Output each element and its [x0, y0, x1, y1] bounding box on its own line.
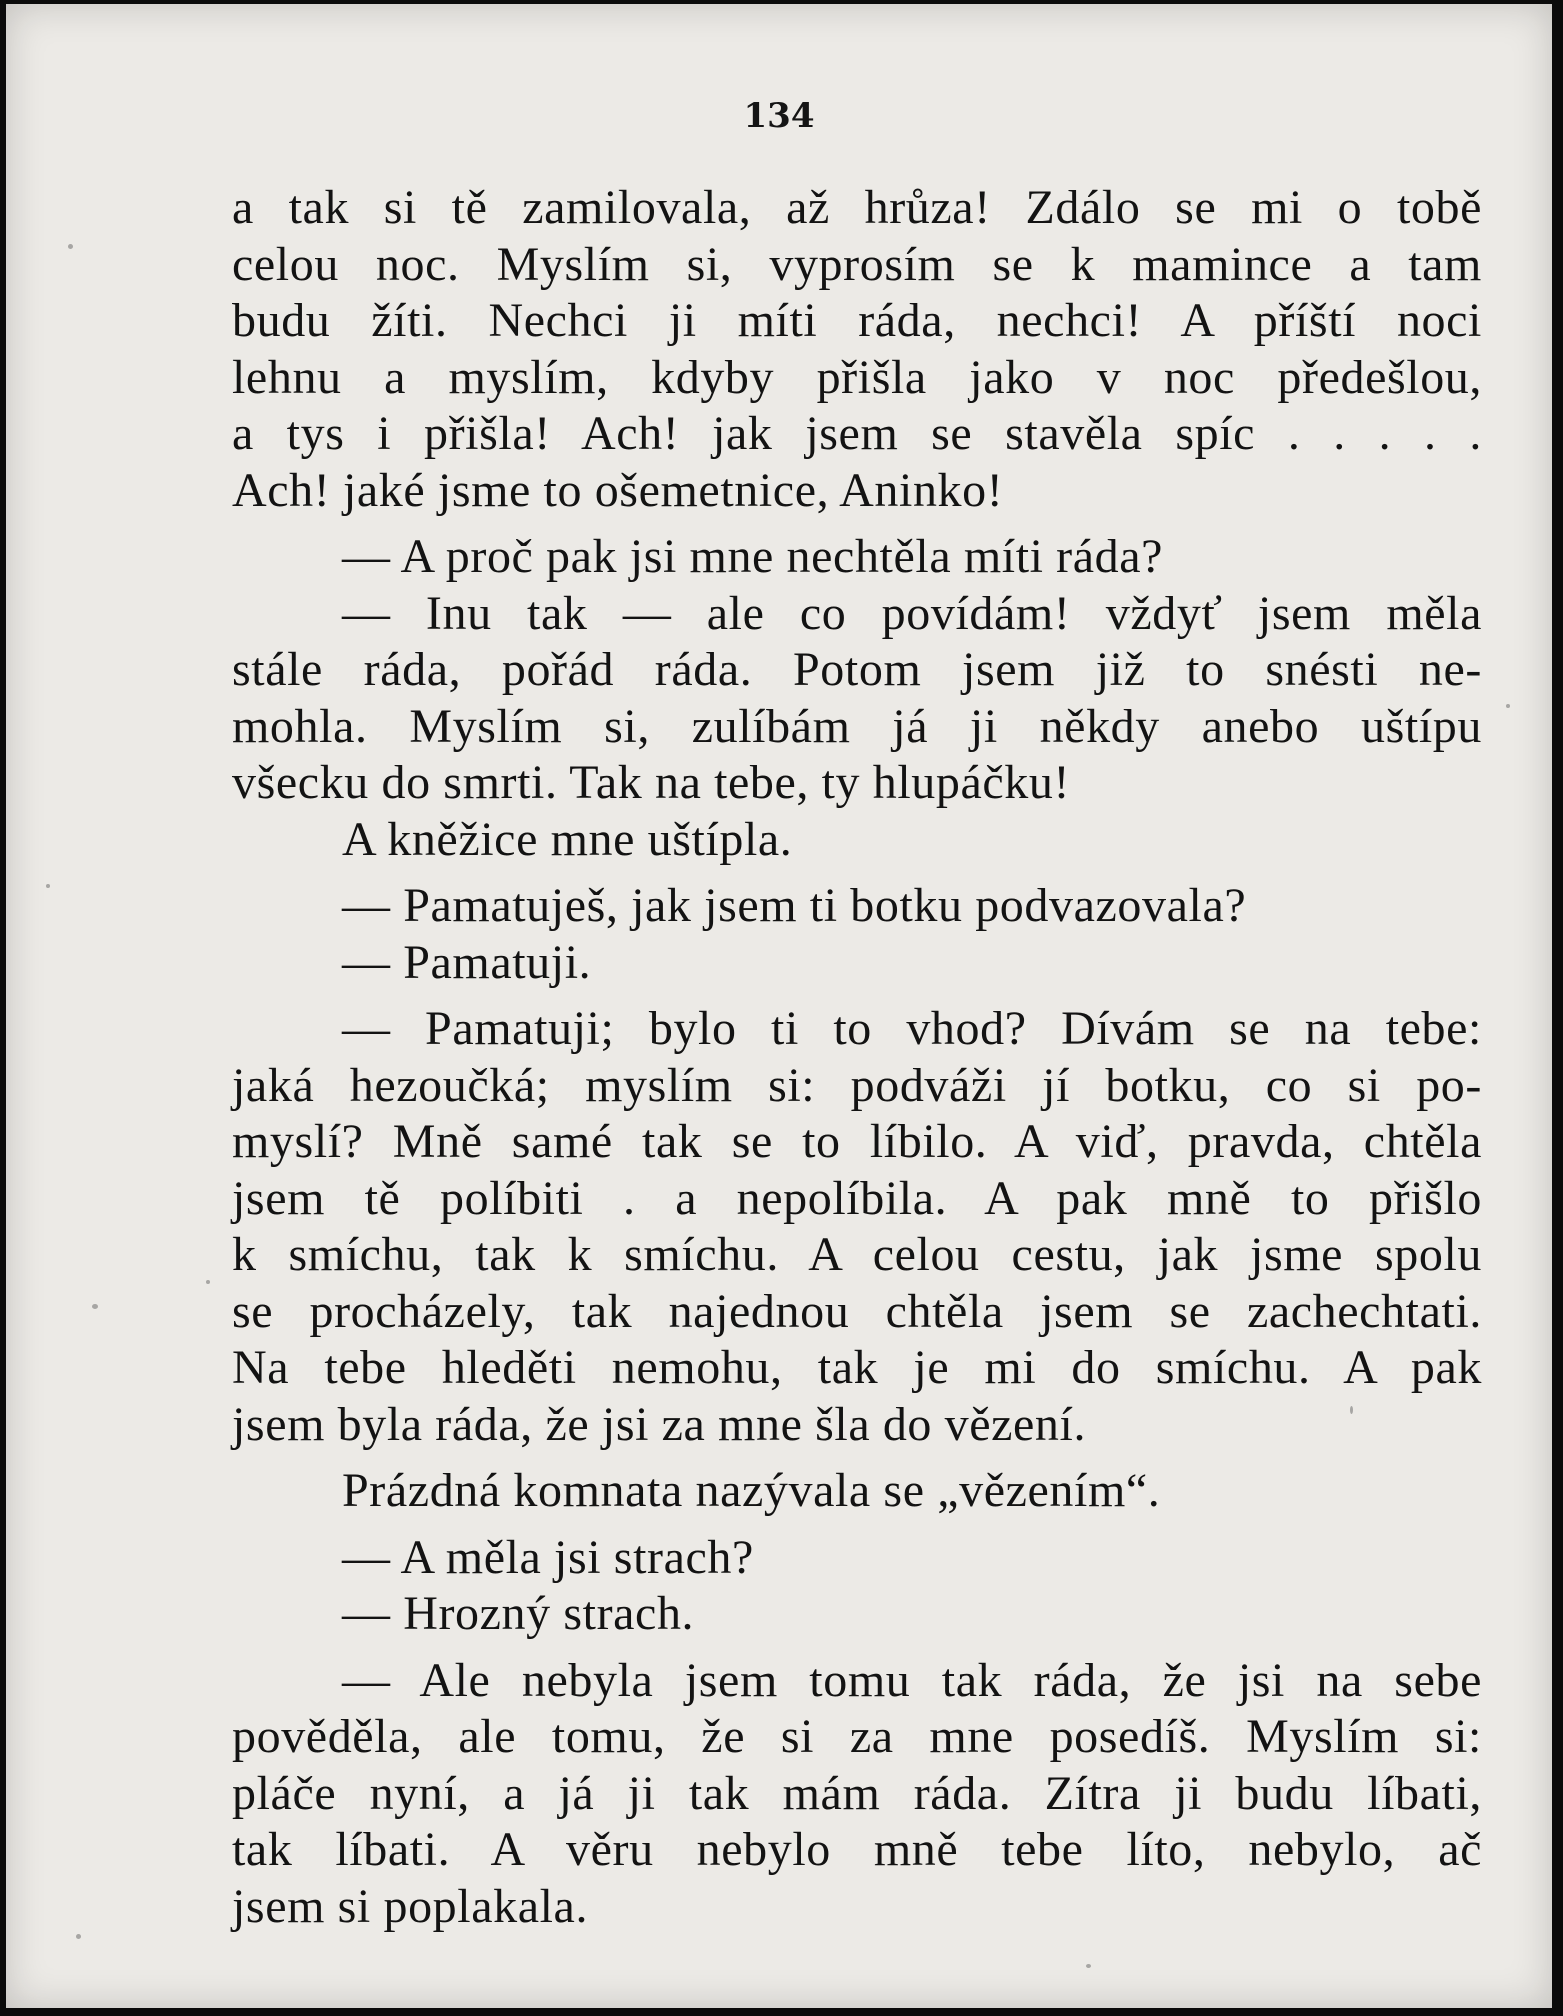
- text-line: budu žíti. Nechci ji míti ráda, nechci! A příští noci: [232, 294, 1482, 347]
- text-line: — A měla jsi strach?: [342, 1530, 754, 1584]
- text-line: všecku do smrti. Tak na tebe, ty hlupáčku!: [232, 756, 1071, 809]
- text-line: jsem tě políbiti . a nepolíbila. A pak mně to přišlo: [232, 1171, 1482, 1225]
- text-line: se procházely, tak najednou chtěla jsem se zachechtati.: [232, 1284, 1482, 1338]
- text-line: — Pamatuji.: [342, 935, 592, 989]
- paragraph-gap: [232, 1453, 1482, 1463]
- text-line: — Inu tak — ale co povídám! vždyť jsem měla: [342, 586, 1482, 640]
- text-line: pověděla, ale tomu, že si za mne posedíš. Myslím si:: [232, 1710, 1482, 1763]
- scan-speck: [92, 1304, 98, 1309]
- text-line: Prázdná komnata nazývala se „vězením“.: [342, 1464, 1161, 1517]
- text-line: jsem byla ráda, že jsi za mne šla do vězení.: [232, 1397, 1087, 1451]
- text-line: celou noc. Myslím si, vyprosím se k mamince a tam: [232, 237, 1482, 291]
- text-line: Ach! jaké jsme to ošemetnice, Aninko!: [232, 463, 1004, 517]
- scan-speck: [76, 1934, 81, 1939]
- paragraph-gap: [232, 868, 1482, 878]
- scan-speck: [1506, 704, 1510, 708]
- text-line: tak líbati. A věru nebylo mně tebe líto, nebylo, ač: [232, 1823, 1482, 1876]
- paragraph-gap: [232, 991, 1482, 1001]
- paragraph-gap: [232, 1520, 1482, 1530]
- text-line: — Pamatuji; bylo ti to vhod? Dívám se na tebe:: [342, 1002, 1482, 1055]
- text-line: — Ale nebyla jsem tomu tak ráda, že jsi na sebe: [342, 1653, 1482, 1707]
- scan-speck: [68, 244, 73, 249]
- text-line: jaká hezoučká; myslím si: podváži jí botku, co si po-: [232, 1058, 1482, 1112]
- scan-speck: [1086, 1964, 1091, 1968]
- page-number: 134: [743, 96, 815, 136]
- text-line: Na tebe hleděti nemohu, tak je mi do smíchu. A pak: [232, 1341, 1482, 1394]
- book-page: [6, 4, 1552, 2008]
- text-line: jsem si poplakala.: [232, 1879, 589, 1933]
- text-line: mohla. Myslím si, zulíbám já ji někdy anebo uštípu: [232, 699, 1482, 753]
- paragraph-gap: [232, 519, 1482, 529]
- text-line: a tys i přišla! Ach! jak jsem se stavěla spíc . . . . .: [232, 407, 1482, 460]
- text-line: k smíchu, tak k smíchu. A celou cestu, jak jsme spolu: [232, 1228, 1482, 1281]
- text-line: a tak si tě zamilovala, až hrůza! Zdálo se mi o tobě: [232, 181, 1482, 234]
- text-line: — Pamatuješ, jak jsem ti botku podvazovala?: [342, 879, 1247, 932]
- paragraph-gap: [232, 1643, 1482, 1653]
- text-line: — A proč pak jsi mne nechtěla míti ráda?: [342, 530, 1164, 583]
- text-line: lehnu a myslím, kdyby přišla jako v noc předešlou,: [232, 350, 1482, 404]
- scan-speck: [206, 1280, 210, 1284]
- text-line: A kněžice mne uštípla.: [342, 812, 793, 866]
- text-line: pláče nyní, a já ji tak mám ráda. Zítra ji budu líbati,: [232, 1766, 1482, 1820]
- text-line: — Hrozný strach.: [342, 1587, 695, 1640]
- body-text: [232, 180, 1482, 1935]
- text-line: myslí? Mně samé tak se to líbilo. A viď, pravda, chtěla: [232, 1115, 1482, 1168]
- text-line: stále ráda, pořád ráda. Potom jsem již to snésti ne-: [232, 643, 1482, 696]
- scan-speck: [46, 884, 50, 888]
